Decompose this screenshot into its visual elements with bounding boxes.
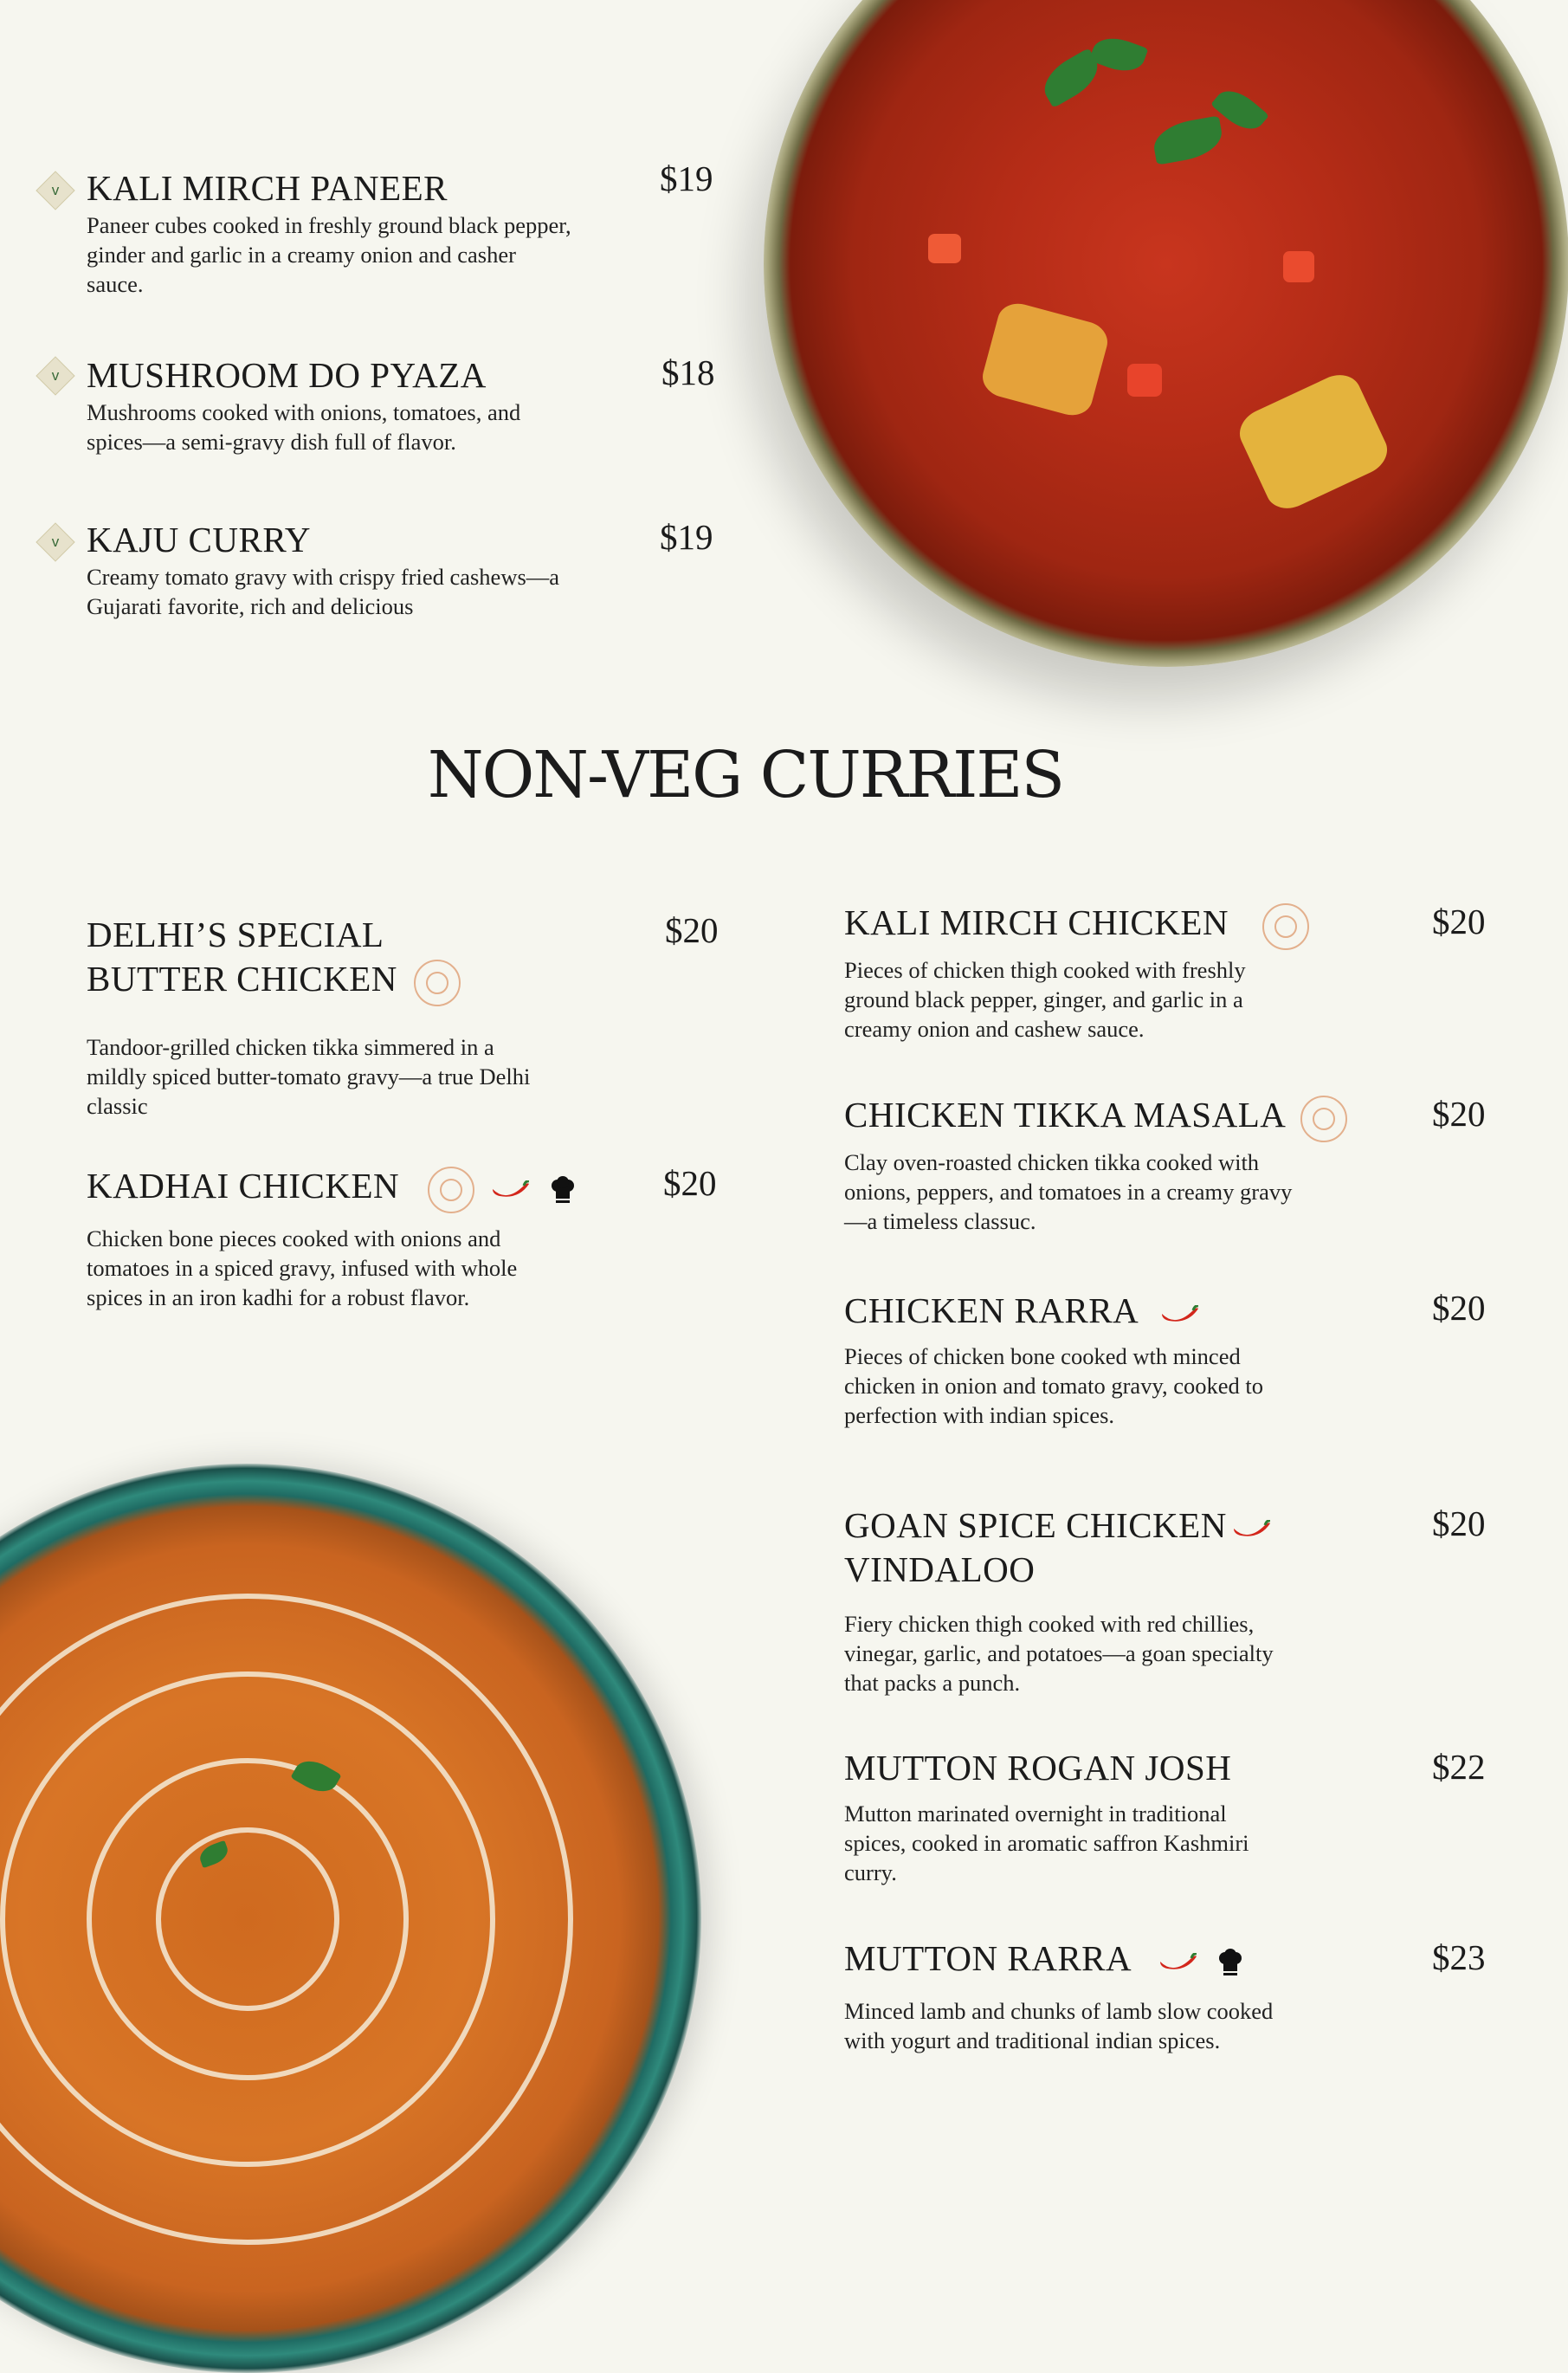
contains-nuts-icon — [414, 960, 461, 1006]
item-description: Mutton marinated overnight in traditional spices, cooked in aromatic saffron Kashmiri curry. — [844, 1801, 1249, 1885]
menu-item — [844, 1937, 1364, 2055]
item-description: Pieces of chicken thigh cooked with freshly ground black pepper, ginger, and garlic in a creamy onion and cashew sauce. — [844, 956, 1246, 1042]
chili-icon — [489, 1180, 529, 1199]
item-name-row — [844, 1093, 1398, 1142]
item-price: $20 — [663, 1163, 717, 1203]
item-name-line1: GOAN SPICE CHICKEN — [844, 1505, 1227, 1545]
veg-icon: v — [35, 522, 74, 561]
item-name: MUSHROOM DO PYAZA — [87, 355, 487, 395]
item-price: $20 — [1432, 1503, 1486, 1543]
item-price: $23 — [1432, 1937, 1486, 1977]
contains-nuts-icon — [1262, 903, 1309, 950]
item-name-line2: VINDALOO — [844, 1549, 1036, 1589]
item-name: CHICKEN RARRA — [844, 1290, 1137, 1330]
contains-nuts-icon — [428, 1167, 474, 1213]
item-name: KALI MIRCH PANEER — [87, 168, 448, 208]
item-price: $20 — [1432, 1094, 1486, 1134]
item-price: $22 — [1432, 1747, 1486, 1787]
item-description: Fiery chicken thigh cooked with red chillies, vinegar, garlic, and potatoes—a goan specialty that packs a punch. — [844, 1611, 1274, 1696]
item-description: Creamy tomato gravy with crispy fried cashews—a Gujarati favorite, rich and delicious — [87, 564, 560, 619]
menu-item — [87, 1164, 606, 1312]
item-name: MUTTON RARRA — [844, 1938, 1130, 1978]
menu-item — [87, 166, 571, 299]
menu-item — [87, 518, 597, 621]
item-description: Chicken bone pieces cooked with onions and tomatoes in a spiced gravy, infused with whole spices in an iron kadhi for a robust flavor. — [87, 1225, 518, 1310]
menu-item — [87, 913, 571, 1121]
chili-icon — [1230, 1520, 1270, 1539]
contains-nuts-icon — [1300, 1096, 1347, 1142]
chef-hat-icon — [550, 1176, 576, 1204]
chef-hat-icon — [1217, 1949, 1243, 1976]
item-name-line2-text: BUTTER CHICKEN — [87, 959, 397, 999]
item-description: Pieces of chicken bone cooked wth minced chicken in onion and tomato gravy, cooked to perfection with indian spices. — [844, 1343, 1263, 1428]
item-description: Tandoor-grilled chicken tikka simmered in a mildly spiced butter-tomato gravy—a true Delhi classic — [87, 1033, 531, 1119]
item-price: $20 — [1432, 1288, 1486, 1328]
chili-icon — [1158, 1305, 1198, 1324]
item-price: $20 — [1432, 902, 1486, 941]
veg-icon: v — [35, 356, 74, 395]
item-name: CHICKEN TIKKA MASALA — [844, 1095, 1285, 1135]
item-name: MUTTON ROGAN JOSH — [844, 1748, 1232, 1788]
item-price: $20 — [665, 910, 719, 950]
item-name-line2 — [87, 957, 571, 1006]
item-price: $19 — [660, 517, 713, 557]
item-price: $19 — [660, 158, 713, 198]
item-description: Mushrooms cooked with onions, tomatoes, and spices—a semi-gravy dish full of flavor. — [87, 399, 521, 455]
item-name: KADHAI CHICKEN — [87, 1166, 400, 1206]
veg-curry-bowl-photo — [764, 0, 1568, 667]
chili-icon — [1157, 1953, 1197, 1972]
item-price: $18 — [661, 352, 715, 392]
item-name-row — [844, 1289, 1364, 1333]
menu-item — [844, 901, 1364, 1044]
item-name-row — [87, 1164, 606, 1213]
menu-item — [844, 1746, 1364, 1887]
item-name-row — [844, 901, 1364, 950]
menu-item — [844, 1093, 1398, 1236]
item-name-line1: DELHI’S SPECIAL — [87, 915, 384, 954]
item-name: KAJU CURRY — [87, 520, 312, 559]
item-name: KALI MIRCH CHICKEN — [844, 902, 1229, 942]
menu-item — [87, 353, 571, 456]
item-name-row — [844, 1503, 1381, 1548]
item-name-row — [844, 1937, 1364, 1981]
veg-icon: v — [35, 171, 74, 210]
item-description: Clay oven-roasted chicken tikka cooked with onions, peppers, and tomatoes in a creamy gravy—a timeless classuc. — [844, 1148, 1293, 1234]
item-description: Paneer cubes cooked in freshly ground black pepper, ginder and garlic in a creamy onion and casher sauce. — [87, 212, 571, 297]
section-title: NON-VEG CURRIES — [427, 738, 1064, 812]
menu-item — [844, 1289, 1364, 1430]
menu-item — [844, 1503, 1381, 1697]
item-description: Minced lamb and chunks of lamb slow cooked with yogurt and traditional indian spices. — [844, 1998, 1274, 2053]
butter-chicken-bowl-photo — [0, 1464, 701, 2373]
